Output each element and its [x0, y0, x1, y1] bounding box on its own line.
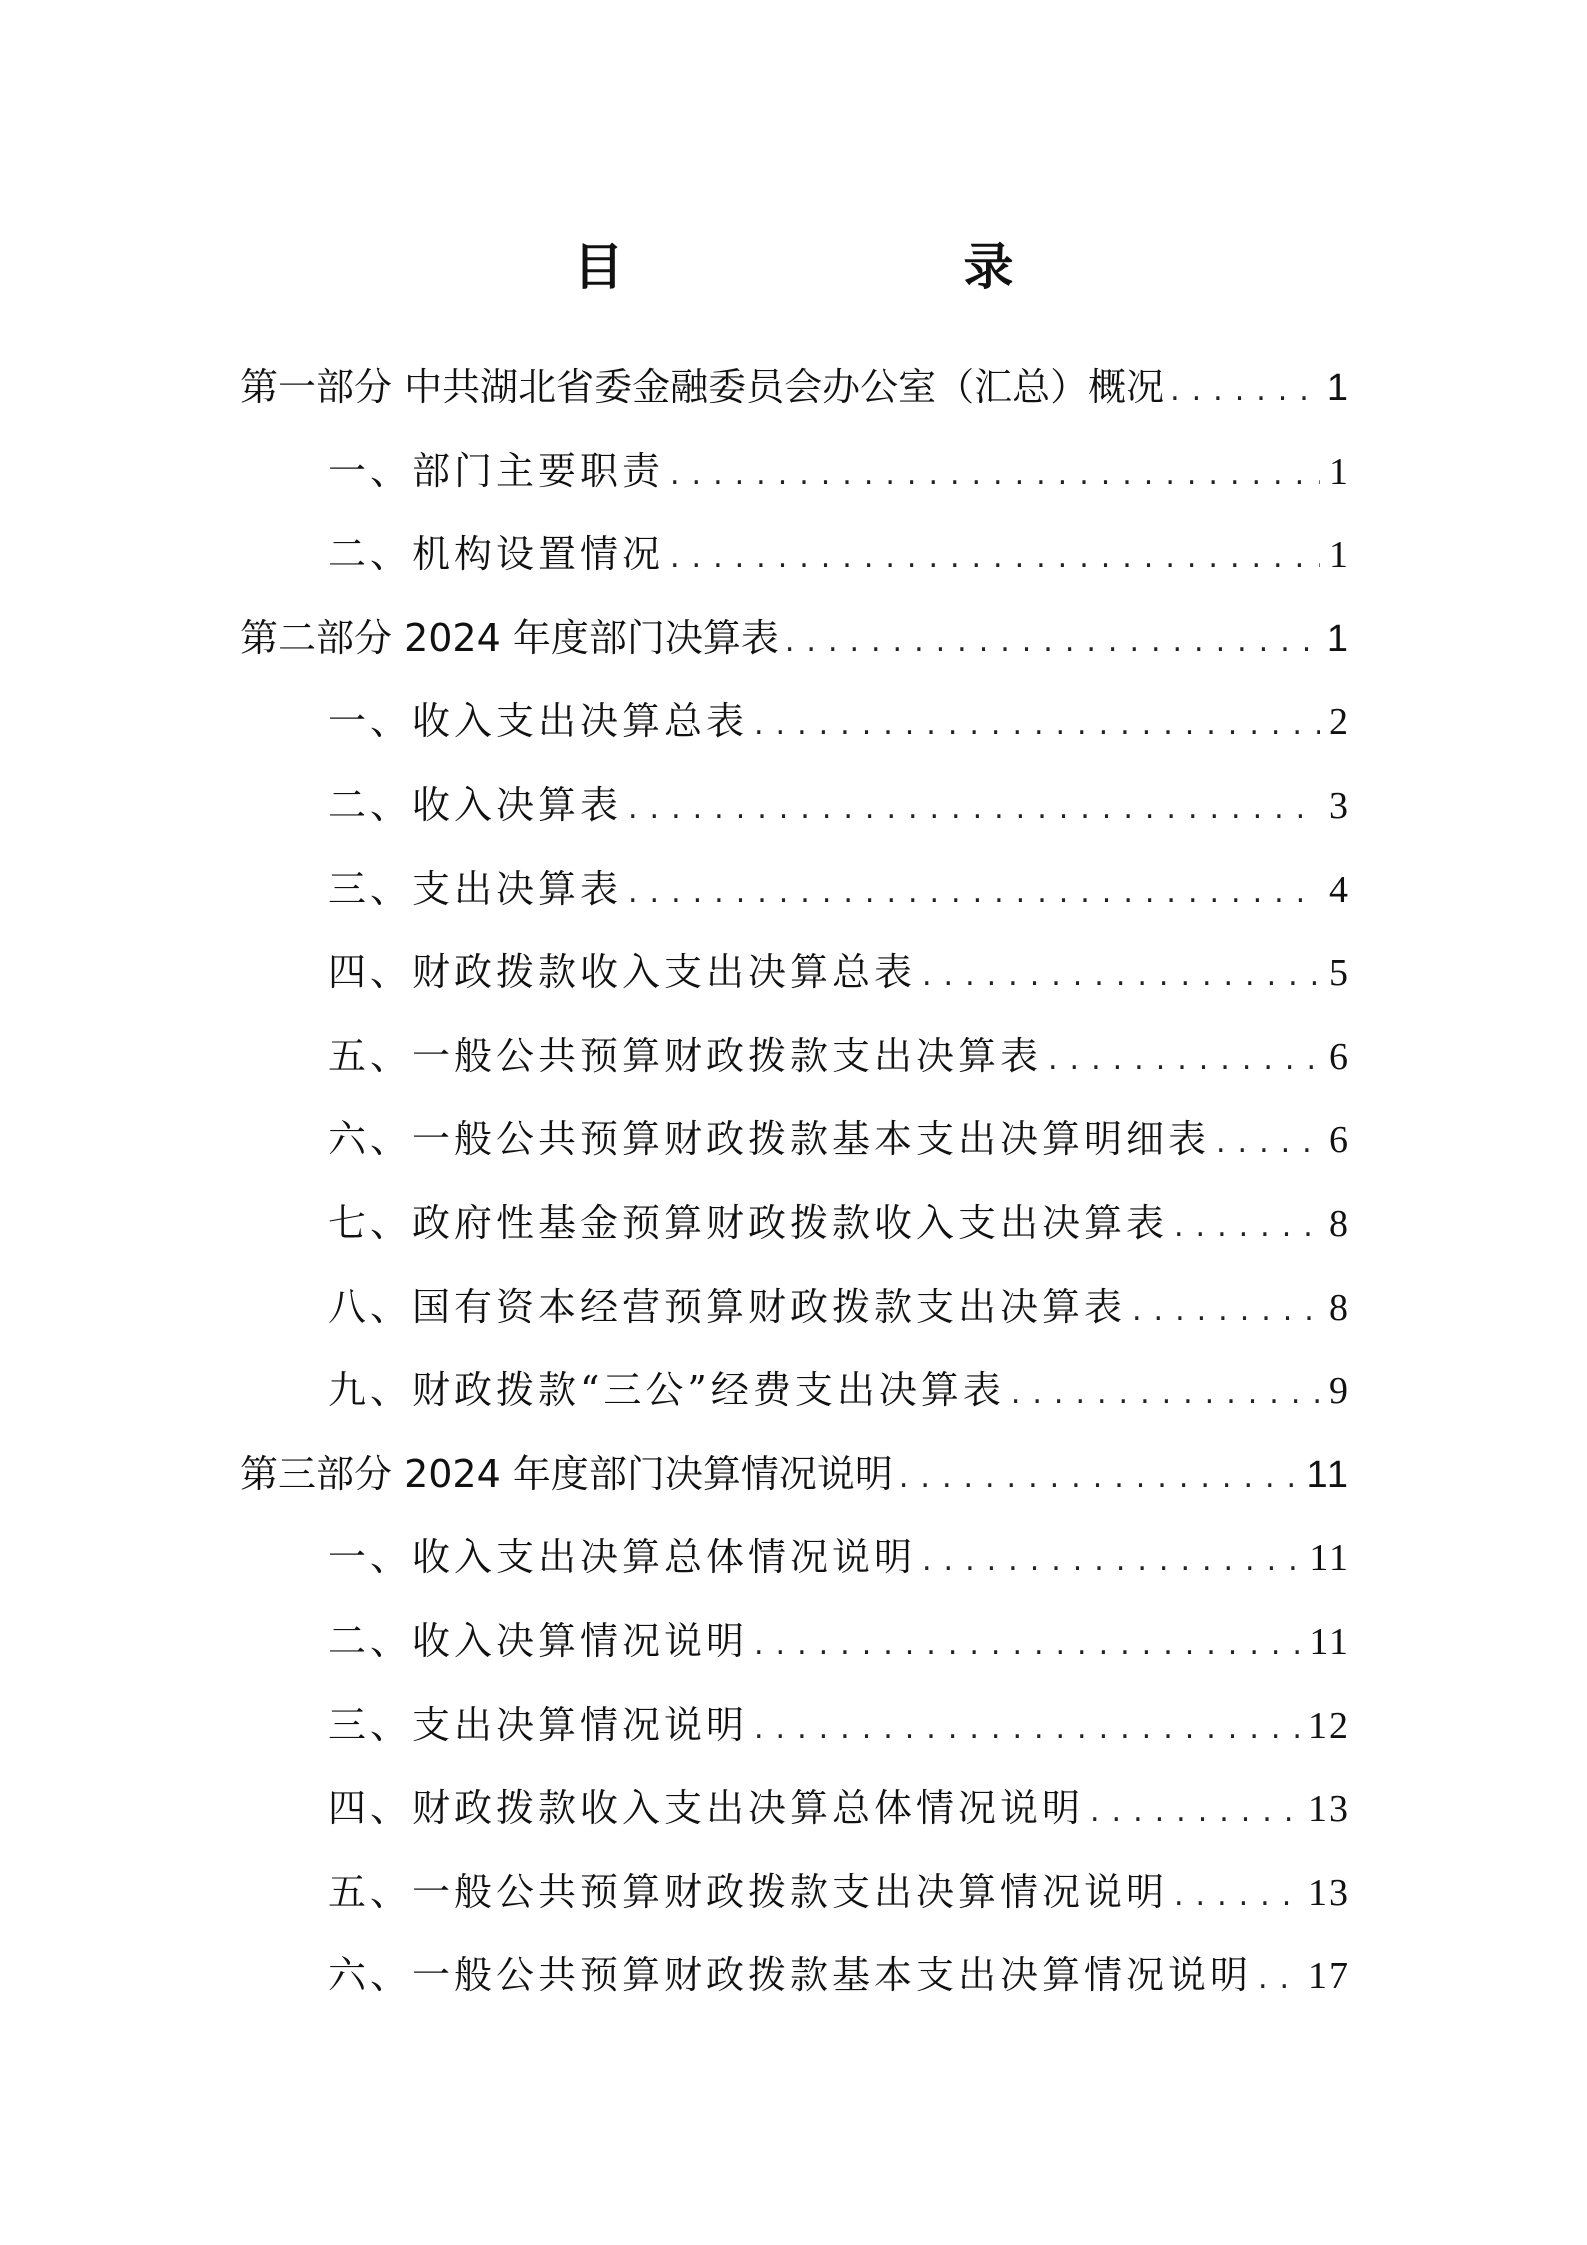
toc-page-number: 3: [1329, 784, 1350, 827]
toc-page-number: 1: [1329, 450, 1350, 493]
toc-page-number: 4: [1329, 868, 1350, 911]
toc-page-number: 6: [1329, 1035, 1350, 1078]
toc-leader-dots: [1011, 1376, 1320, 1411]
toc-entry[interactable]: [240, 848, 1350, 932]
toc-entry[interactable]: [240, 764, 1350, 848]
toc-entry[interactable]: [240, 513, 1350, 597]
toc-entry[interactable]: [240, 1934, 1350, 2018]
toc-leader-dots: [785, 624, 1320, 659]
toc-entry[interactable]: [240, 1182, 1350, 1266]
toc-entry-label: 四、财政拨款收入支出决算总体情况说明: [328, 1786, 1085, 1831]
toc-entry-label: 九、财政拨款“三公”经费支出决算表: [328, 1368, 1005, 1413]
toc-entry-label: 第一部分 中共湖北省委金融委员会办公室（汇总）概况: [240, 365, 1165, 409]
toc-entry[interactable]: [240, 1516, 1350, 1600]
toc-page-number: 1: [1329, 534, 1350, 577]
toc-entry[interactable]: [240, 1600, 1350, 1684]
toc-entry[interactable]: [240, 1684, 1350, 1768]
toc-entry-label: 三、支出决算表: [328, 866, 623, 911]
toc-leader-dots: [1170, 373, 1320, 408]
toc-leader-dots: [1174, 1878, 1302, 1913]
toc-leader-dots: [922, 1543, 1303, 1578]
toc-page-number: 11: [1309, 1537, 1350, 1580]
toc-page-number: 13: [1308, 1871, 1350, 1914]
toc-entry[interactable]: [240, 1098, 1350, 1182]
toc-entry-label: 三、支出决算情况说明: [328, 1702, 749, 1747]
toc-entry-label: 一、收入支出决算总表: [328, 699, 749, 744]
toc-page-number: 13: [1308, 1788, 1350, 1831]
toc-entry[interactable]: [240, 1349, 1350, 1433]
toc-leader-dots: [754, 707, 1320, 742]
toc-entry-label: 一、收入支出决算总体情况说明: [328, 1535, 917, 1580]
toc-page-number: 2: [1329, 701, 1350, 744]
toc-leader-dots: [754, 1711, 1302, 1746]
toc-entry-label: 第二部分 2024 年度部门决算表: [240, 615, 779, 660]
toc-page-number: 8: [1329, 1286, 1350, 1329]
toc-entry-label: 二、机构设置情况: [328, 532, 665, 577]
toc-page-number: 9: [1329, 1370, 1350, 1413]
toc-leader-dots: [1258, 1961, 1302, 1996]
toc-entry[interactable]: [240, 1851, 1350, 1935]
toc-leader-dots: [628, 791, 1320, 826]
toc-page-number: 11: [1309, 1620, 1350, 1663]
toc-page-number: 8: [1329, 1202, 1350, 1245]
toc-entry[interactable]: [240, 346, 1350, 430]
toc-leader-dots: [1174, 1209, 1320, 1244]
toc-page-number: 12: [1308, 1704, 1350, 1747]
toc-entry-label: 二、收入决算情况说明: [328, 1618, 749, 1663]
toc-entry-label: 五、一般公共预算财政拨款支出决算情况说明: [328, 1869, 1169, 1914]
toc-entry-label: 四、财政拨款收入支出决算总表: [328, 950, 917, 995]
toc-entry-label: 六、一般公共预算财政拨款基本支出决算情况说明: [328, 1953, 1253, 1998]
toc-leader-dots: [670, 457, 1320, 492]
toc-leader-dots: [754, 1627, 1303, 1662]
toc-leader-dots: [1216, 1125, 1320, 1160]
toc-entry[interactable]: [240, 430, 1350, 514]
toc-leader-dots: [899, 1460, 1301, 1495]
toc-entry[interactable]: [240, 680, 1350, 764]
toc-entry-label: 六、一般公共预算财政拨款基本支出决算明细表: [328, 1117, 1211, 1162]
toc-leader-dots: [628, 875, 1320, 910]
toc-entry-label: 第三部分 2024 年度部门决算情况说明: [240, 1451, 893, 1496]
toc-entry[interactable]: [240, 931, 1350, 1015]
toc-page-number: 11: [1306, 1453, 1350, 1496]
toc-page-number: 1: [1326, 617, 1350, 660]
toc-entry[interactable]: [240, 1767, 1350, 1851]
toc-title: 目 录: [573, 237, 1094, 296]
table-of-contents: [240, 346, 1350, 2018]
toc-leader-dots: [1048, 1042, 1320, 1077]
toc-page-number: 6: [1329, 1119, 1350, 1162]
toc-entry[interactable]: [240, 1433, 1350, 1517]
toc-leader-dots: [922, 958, 1320, 993]
toc-page-number: 17: [1308, 1955, 1350, 1998]
toc-entry[interactable]: [240, 1266, 1350, 1350]
toc-entry-label: 一、部门主要职责: [328, 448, 665, 493]
toc-page-number: 1: [1326, 367, 1350, 409]
toc-leader-dots: [670, 540, 1320, 575]
toc-page-number: 5: [1329, 952, 1350, 995]
toc-leader-dots: [1132, 1293, 1320, 1328]
toc-leader-dots: [1090, 1794, 1302, 1829]
toc-entry-label: 五、一般公共预算财政拨款支出决算表: [328, 1033, 1043, 1078]
toc-entry-label: 八、国有资本经营预算财政拨款支出决算表: [328, 1284, 1127, 1329]
toc-entry[interactable]: [240, 597, 1350, 681]
toc-entry[interactable]: [240, 1015, 1350, 1099]
toc-entry-label: 七、政府性基金预算财政拨款收入支出决算表: [328, 1200, 1169, 1245]
toc-entry-label: 二、收入决算表: [328, 782, 623, 827]
